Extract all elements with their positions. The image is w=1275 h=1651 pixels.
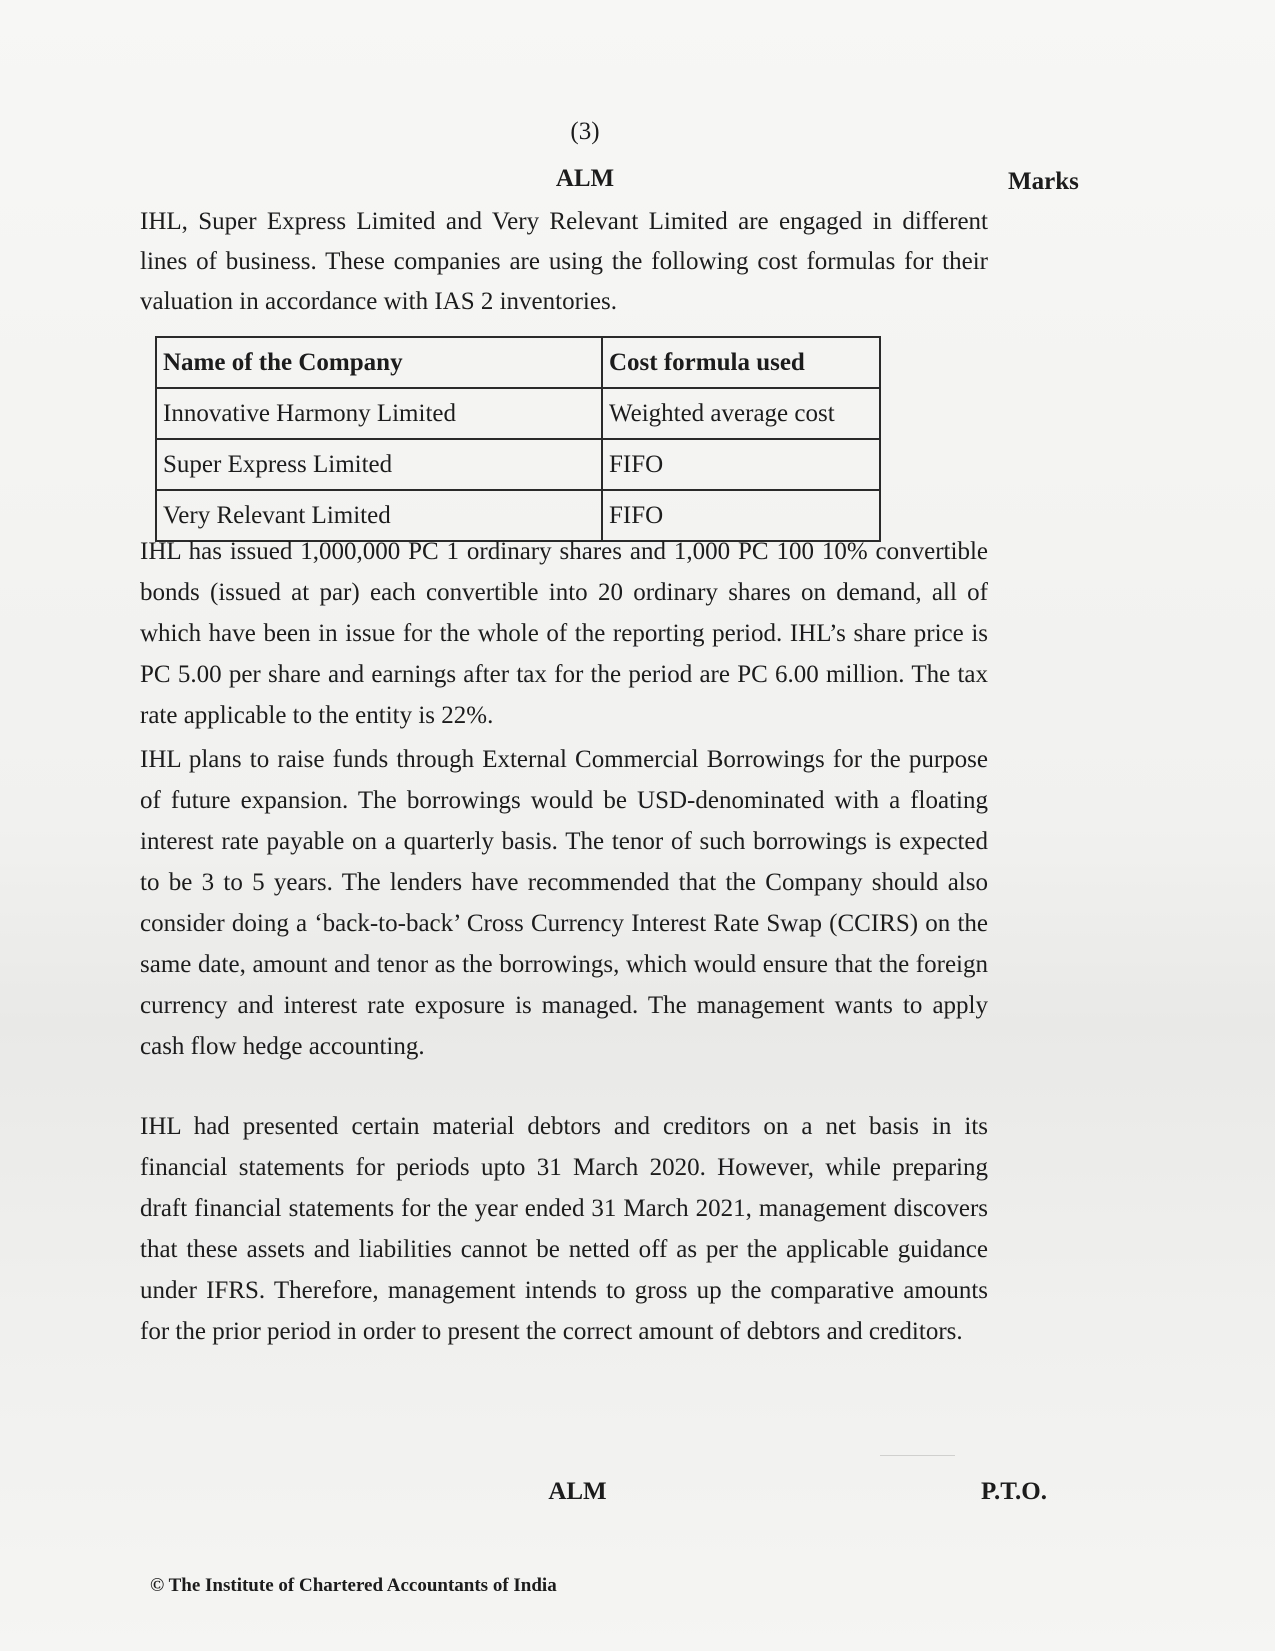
marks-column-label: Marks — [1008, 168, 1079, 195]
pto-label: P.T.O. — [981, 1478, 1047, 1505]
table-header-formula: Cost formula used — [602, 337, 880, 388]
paper-code-header: ALM — [555, 165, 615, 192]
copyright-notice: © The Institute of Chartered Accountants of India — [150, 1575, 557, 1596]
page-number: (3) — [570, 118, 600, 145]
table-row — [156, 388, 880, 439]
cost-formula-table — [155, 336, 881, 542]
table-header-row — [156, 337, 880, 388]
table-header-company: Name of the Company — [156, 337, 602, 388]
table-row — [156, 439, 880, 490]
table-cell-formula: FIFO — [602, 439, 880, 490]
paper-code-footer: ALM — [548, 1478, 607, 1505]
debtors-creditors-paragraph: IHL had presented certain material debtors and creditors on a net basis in its financial statements for periods upto 31 March 2020. However, while preparing draft financial statements for the year ended 31 March 2021, management discovers that these assets and liabilities cannot be netted off as per the applicable guidance under IFRS. Therefore, management intends to gross up the comparative amounts for the prior period in order to present the correct amount of debtors and creditors. — [140, 1113, 988, 1345]
table-cell-company: Very Relevant Limited — [156, 490, 602, 541]
table-cell-formula: FIFO — [602, 490, 880, 541]
intro-paragraph: IHL, Super Express Limited and Very Relevant Limited are engaged in different lines of business. These companies are using the following cost formulas for their valuation in accordance with IAS 2 inventories. — [140, 208, 988, 315]
shares-bonds-paragraph: IHL has issued 1,000,000 PC 1 ordinary shares and 1,000 PC 100 10% convertible bonds (issued at par) each convertible into 20 ordinary shares on demand, all of which have been in issue for the whole of the reporting period. IHL’s share price is PC 5.00 per share and earnings after tax for the period are PC 6.00 million. The tax rate applicable to the entity is 22%. — [140, 538, 988, 729]
table-cell-company: Innovative Harmony Limited — [156, 388, 602, 439]
table-cell-formula: Weighted average cost — [602, 388, 880, 439]
divider — [880, 1455, 955, 1456]
borrowings-paragraph: IHL plans to raise funds through External Commercial Borrowings for the purpose of future expansion. The borrowings would be USD-denominated with a floating interest rate payable on a quarterly basis. The tenor of such borrowings is expected to be 3 to 5 years. The lenders have recommended that the Company should also consider doing a ‘back-to-back’ Cross Currency Interest Rate Swap (CCIRS) on the same date, amount and tenor as the borrowings, which would ensure that the foreign currency and interest rate exposure is managed. The management wants to apply cash flow hedge accounting. — [140, 746, 988, 1060]
table-cell-company: Super Express Limited — [156, 439, 602, 490]
